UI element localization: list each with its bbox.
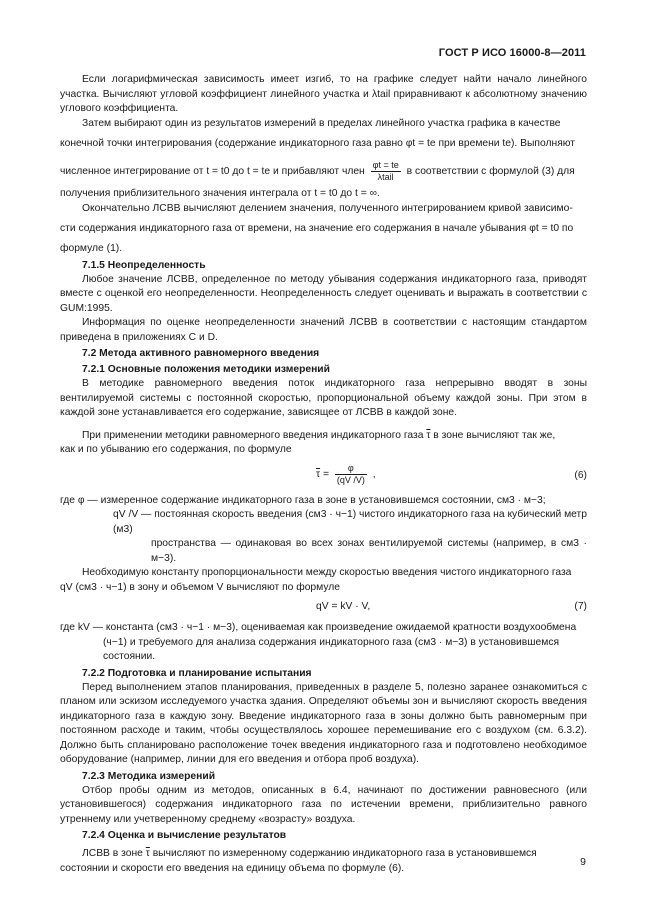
- page-content: [60, 73, 587, 876]
- result-calc-text-post: вычисляют по измеренному содержанию индикаторного газа в установившемся: [152, 848, 537, 859]
- formula-6-equals: =: [322, 468, 329, 480]
- paragraph-result-calc-cont: состоянии и скорости его введения на единицу объема по формуле (6).: [60, 862, 405, 874]
- paragraph-integration-term: [60, 157, 587, 187]
- paragraph-formula-ref: формуле (1).: [60, 243, 123, 254]
- definition-phi: где φ — измеренное содержание индикаторного газа в зоне в установившемся состоянии, см3 · м−3;: [60, 494, 546, 506]
- standard-header: ГОСТ Р ИСО 16000-8—2011: [438, 47, 586, 59]
- definition-kv-end: состоянии.: [103, 651, 156, 662]
- paragraph-result-calc: [60, 847, 587, 862]
- heading-7-2-1: 7.2.1 Основные положения методики измерений: [82, 364, 330, 375]
- heading-7-1-5: 7.1.5 Неопределенность: [82, 259, 206, 271]
- formula-7-expression: qV = kV · V,: [316, 601, 371, 612]
- paragraph-uncertainty: Любое значение ЛСВВ, определенное по методу убывания содержания индикаторного газа, приводят вместе с оценкой его неопределенности. Неопределенность следует оценивать и выражать в соответствии с GUM:1995.: [60, 273, 587, 314]
- paragraph-curve-bend: Если логарифмическая зависимость имеет изгиб, то на графике следует найти начало линейного участка. Вычисляют угловой коэффициент линейного участка и λtail приравнивают к абсолютному значению углового коэффициента.: [60, 74, 587, 114]
- paragraph-planning: Перед выполнением этапов планирования, приведенных в разделе 5, полезно заранее ознакомиться с планом или эскизом исследуемого участка здания. Определяют объемы зон и вычисляют скорость введения индикаторного газа в каждую зону. Введение индикаторного газа в зоны должно быть равномерным при постоянном расходе и таким, чтобы осуществлялось хорошее перемешивание его с воздухом (см. 6.3.2). Должно быть спланировано расположение точек введения индикаторного газа и подготовлено необходимое оборудование (например, линии для его введения и отбора проб воздуха).: [60, 681, 587, 765]
- formula-6-comma: ,: [372, 468, 376, 480]
- tail-term-denominator: λtail: [377, 171, 394, 182]
- formula-6-denominator: (qV /V): [336, 474, 365, 485]
- heading-7-2-4: 7.2.4 Оценка и вычисление результатов: [82, 830, 287, 841]
- paragraph-uniform-injection: В методике равномерного введения поток индикаторного газа непрерывно вводят в зоны вентилируемой системы с постоянной скоростью, пропорциональной объему каждой зоны. При этом в каждой зоне устанавливается его содержание, зависящее от ЛСВВ в каждой зоне.: [60, 378, 587, 418]
- formula-7-number: (7): [574, 601, 587, 612]
- paragraph-proportionality: Необходимую константу пропорциональности между скоростью введения чистого индикаторного газа: [82, 567, 572, 578]
- tau-symbol-2: $\overline{\tau}$: [145, 848, 150, 859]
- page-number: 9: [580, 856, 586, 868]
- paragraph-uncertainty-info: Информация по оценке неопределенности значений ЛСВВ в соответствии с настоящим стандартом приведена в приложениях С и D.: [60, 317, 587, 343]
- formula-6-lhs: $\overline{\tau}$: [316, 468, 321, 480]
- definition-kv: где kV — константа (см3 · ч−1 · м−3), оцениваемая как произведение ожидаемой кратности воздухообмена: [60, 622, 577, 633]
- formula-6-expression: [316, 463, 376, 486]
- tail-term-numerator: φt = te: [372, 159, 399, 170]
- definition-qv-v: qV /V — постоянная скорость введения (см3 · ч−1) чистого индикаторного газа на кубический метр (м3): [113, 509, 587, 535]
- paragraph-integration-start: Затем выбирают один из результатов измерений в пределах линейного участка графика в качестве: [82, 117, 561, 129]
- integration-text-post: в соответствии с формулой (3) для: [406, 166, 575, 177]
- paragraph-final-calc-cont: сти содержания индикаторного газа от времени, на значение его содержания в начале убывания φt = t0 по: [60, 223, 574, 234]
- paragraph-sampling: Отбор пробы одним из методов, описанных в 6.4, начинают по достижении равновесного (или установившегося) содержания индикаторного газа по истечении времени, приблизительно равного утреннему или учетверенному среднему «возрасту» воздуха.: [60, 784, 587, 825]
- paragraph-integration-endpoint: конечной точки интегрирования (содержание индикаторного газа равно φt = te при времени te). Выполняют: [60, 138, 575, 149]
- paragraph-apply-method-cont: как и по убыванию его содержания, по формуле: [60, 444, 292, 455]
- definition-kv-cont: (ч−1) и требуемого для анализа содержания индикаторного газа (см3 · м−3) в установившемся: [103, 636, 560, 648]
- definition-qv-v-cont: пространства — одинаковая во всех зонах вентилируемой системы (например, в см3 · м−3).: [151, 538, 587, 564]
- formula-7: [60, 597, 587, 619]
- tail-term-fraction: [371, 160, 401, 183]
- formula-6: [60, 461, 587, 491]
- heading-7-2-2: 7.2.2 Подготовка и планирование испытания: [82, 667, 312, 679]
- integration-text-pre: численное интегрирование от t = t0 до t = te и прибавляют член: [60, 166, 365, 177]
- formula-6-numerator: φ: [335, 463, 367, 475]
- paragraph-final-calc: Окончательно ЛСВВ вычисляют делением значения, полученного интегрированием кривой зависимо-: [82, 202, 573, 214]
- heading-7-2: 7.2 Метода активного равномерного введения: [82, 348, 320, 359]
- tau-symbol: $\overline{\tau}$: [426, 429, 431, 441]
- result-calc-text-pre: ЛСВВ в зоне: [82, 848, 143, 859]
- formula-6-fraction: [335, 463, 367, 486]
- apply-method-text-pre: При применении методики равномерного введения индикаторного газа: [82, 429, 424, 441]
- paragraph-integral-approx: получения приблизительного значения интеграла от t = t0 до t = ∞.: [60, 188, 380, 199]
- formula-6-number: (6): [574, 469, 587, 481]
- heading-7-2-3: 7.2.3 Методика измерений: [82, 770, 216, 782]
- paragraph-apply-method: [60, 429, 587, 444]
- apply-method-text-post: в зоне вычисляют так же,: [433, 429, 556, 441]
- paragraph-proportionality-cont: qV (см3 · ч−1) в зону и объемом V вычисляют по формуле: [60, 581, 341, 593]
